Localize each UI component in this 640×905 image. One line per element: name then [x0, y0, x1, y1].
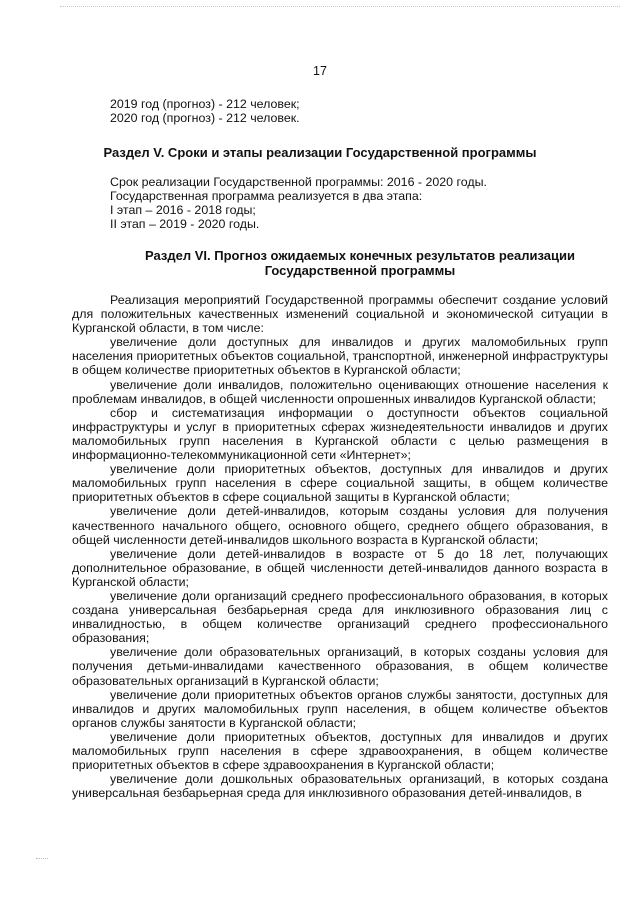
scan-artifact-mark — [36, 858, 48, 863]
paragraph: увеличение доли образовательных организаций, в которых созданы условия для получения детьми-инвалидами качественного образования, в общем количестве образовательных организаций в Курганской области; — [72, 645, 608, 688]
paragraph: Реализация мероприятий Государственной программы обеспечит создание условий для положительных качественных изменений социальной и экономической ситуации в Курганской области, в том числе: — [72, 293, 608, 336]
section-6-title-line: Государственной программы — [264, 263, 456, 278]
paragraph: увеличение доли инвалидов, положительно оценивающих отношение населения к проблемам инвалидов, в общей численности опрошенных инвалидов Курганской области; — [72, 377, 608, 406]
section-5-line: I этап – 2016 - 2018 годы; — [110, 203, 256, 218]
paragraph: увеличение доли приоритетных объектов органов службы занятости, доступных для инвалидов и других маломобильных групп населения, в общем количестве объектов органов службы занятости в Курганской области; — [72, 687, 608, 730]
forecast-lines — [110, 97, 640, 125]
forecast-line: 2020 год (прогноз) - 212 человек. — [110, 111, 300, 126]
paragraph: увеличение доли приоритетных объектов, доступных для инвалидов и других маломобильных групп населения в сфере социальной защиты, в общем количестве приоритетных объектов в сфере социальной защиты в Курганской области; — [72, 462, 608, 505]
section-5-line: Срок реализации Государственной программы: 2016 - 2020 годы. — [110, 175, 487, 189]
paragraph: увеличение доли организаций среднего профессионального образования, в которых создана универсальная безбарьерная среда для инклюзивного образования лиц с инвалидностью, в общем количестве организаций среднего профессионального образования; — [72, 588, 608, 646]
paragraph: увеличение доли детей-инвалидов в возрасте от 5 до 18 лет, получающих дополнительное образование, в общей численности детей-инвалидов данного возраста в Курганской области; — [72, 546, 608, 589]
paragraph: увеличение доли детей-инвалидов, которым созданы условия для получения качественного начального общего, основного общего, среднего общего образования, в общей численности детей-инвалидов школьного возраста в Курганской области; — [72, 504, 608, 547]
section-6-title — [110, 248, 610, 278]
paragraph: увеличение доли доступных для инвалидов и других маломобильных групп населения приоритетных объектов социальной, транспортной, инженерной инфраструктуры в общем количестве приоритетных объектов в Курганской области; — [72, 335, 608, 378]
scan-artifact-line — [60, 6, 620, 8]
forecast-line: 2019 год (прогноз) - 212 человек; — [110, 97, 300, 111]
section-5-line: Государственная программа реализуется в два этапа: — [110, 189, 423, 204]
section-5-body — [110, 175, 610, 231]
paragraph: сбор и систематизация информации о доступности объектов социальной инфраструктуры и услуг в приоритетных сферах жизнедеятельности инвалидов и других маломобильных групп населения в Курганской области с целью размещения в информационно-телекоммуникационной сети «Интернет»; — [72, 405, 608, 463]
paragraph: увеличение доли дошкольных образовательных организаций, в которых создана универсальная безбарьерная среда для инклюзивного образования детей-инвалидов, в — [72, 772, 608, 801]
section-5-title: Раздел V. Сроки и этапы реализации Государственной программы — [103, 145, 537, 160]
section-6-body — [72, 293, 608, 800]
page-number: 17 — [313, 64, 327, 78]
section-6-title-line: Раздел VI. Прогноз ожидаемых конечных результатов реализации — [145, 248, 575, 263]
paragraph: увеличение доли приоритетных объектов, доступных для инвалидов и других маломобильных групп населения в сфере здравоохранения, в общем количестве приоритетных объектов в сфере здравоохранения в Курганской области; — [72, 729, 608, 773]
section-5-line: II этап – 2019 - 2020 годы. — [110, 217, 260, 232]
